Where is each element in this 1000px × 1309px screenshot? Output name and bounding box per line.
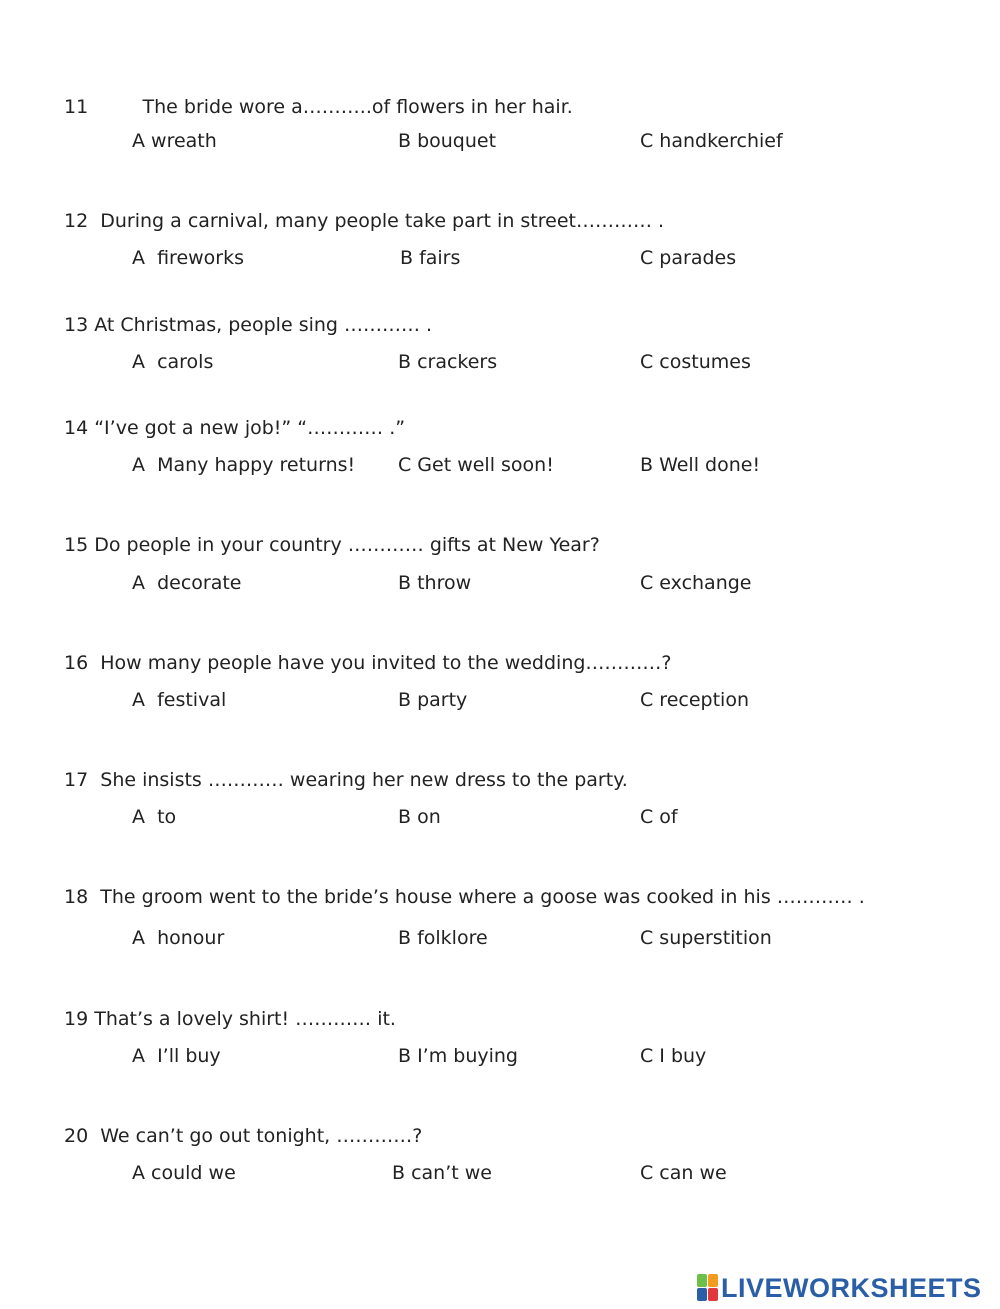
question-13 [0,314,1000,424]
question-stem: 13 At Christmas, people sing ………… . [64,314,433,336]
option-c[interactable]: C of [640,806,678,828]
question-stem: 20 We can’t go out tonight, …………? [64,1125,423,1147]
option-b[interactable]: B party [398,689,468,711]
option-b[interactable]: B bouquet [398,130,497,152]
question-15 [0,534,1000,644]
option-a[interactable]: A decorate [132,572,242,594]
liveworksheets-logo [697,1272,982,1304]
question-stem: 11 The bride wore a………..of flowers in her hair. [64,96,573,118]
question-stem: 17 She insists ………… wearing her new dress to the party. [64,769,628,791]
option-c[interactable]: C Get well soon! [398,454,554,476]
question-17 [0,769,1000,879]
option-c[interactable]: C exchange [640,572,752,594]
question-stem: 18 The groom went to the bride’s house where a goose was cooked in his ………… . [64,886,865,908]
question-stem: 19 That’s a lovely shirt! ………… it. [64,1008,396,1030]
option-b[interactable]: B I’m buying [398,1045,518,1067]
option-a[interactable]: A to [132,806,177,828]
logo-text: LIVEWORKSHEETS [721,1272,982,1303]
option-a[interactable]: A wreath [132,130,217,152]
question-12 [0,210,1000,320]
option-a[interactable]: A honour [132,927,225,949]
option-a[interactable]: A festival [132,689,227,711]
option-c[interactable]: C superstition [640,927,772,949]
question-11 [0,96,1000,206]
option-b[interactable]: B can’t we [392,1162,492,1184]
option-c[interactable]: C parades [640,247,737,269]
option-b[interactable]: B Well done! [640,454,761,476]
question-18 [0,886,1000,996]
question-19 [0,1008,1000,1118]
option-a[interactable]: A carols [132,351,214,373]
option-c[interactable]: C handkerchief [640,130,783,152]
option-c[interactable]: C can we [640,1162,727,1184]
option-b[interactable]: B throw [398,572,472,594]
option-b[interactable]: B on [398,806,441,828]
option-c[interactable]: C I buy [640,1045,707,1067]
option-b[interactable]: B crackers [398,351,498,373]
question-14 [0,417,1000,527]
question-stem: 16 How many people have you invited to the wedding…………? [64,652,672,674]
logo-mark-icon [697,1274,719,1302]
option-b[interactable]: B folklore [398,927,488,949]
option-a[interactable]: A I’ll buy [132,1045,221,1067]
question-stem: 14 “I’ve got a new job!” “………… .” [64,417,406,439]
question-20 [0,1125,1000,1235]
option-a[interactable]: A could we [132,1162,236,1184]
option-a[interactable]: A Many happy returns! [132,454,356,476]
question-stem: 12 During a carnival, many people take part in street………… . [64,210,665,232]
question-stem: 15 Do people in your country ………… gifts at New Year? [64,534,600,556]
option-c[interactable]: C reception [640,689,749,711]
option-a[interactable]: A fireworks [132,247,245,269]
option-c[interactable]: C costumes [640,351,751,373]
option-b[interactable]: B fairs [400,247,461,269]
question-16 [0,652,1000,762]
